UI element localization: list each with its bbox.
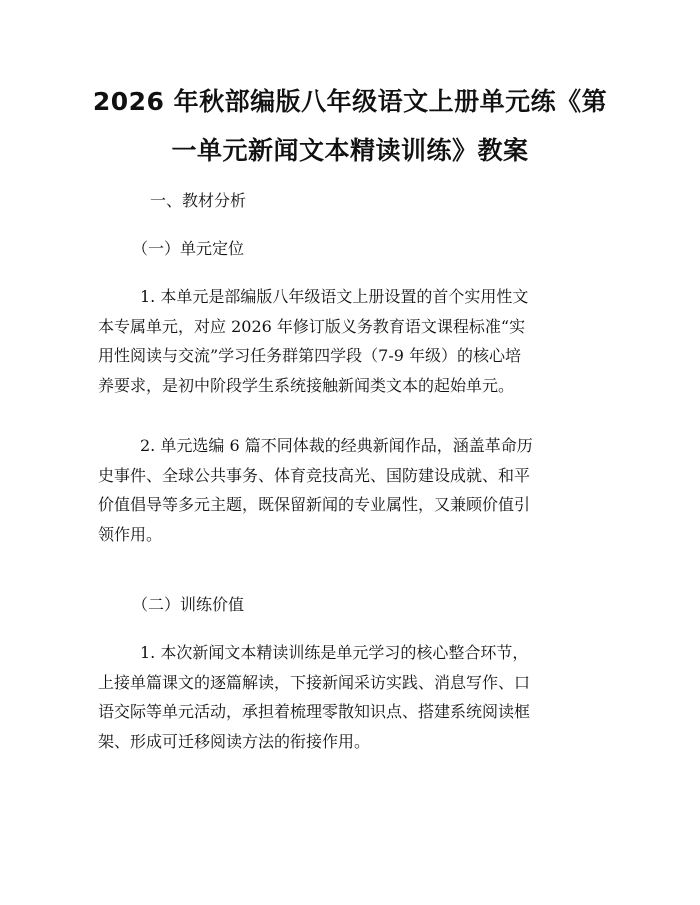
paragraph-line: 上接单篇课文的逐篇解读，下接新闻采访实践、消息写作、口 bbox=[98, 672, 531, 692]
paragraph-unit-positioning-2 bbox=[98, 431, 603, 549]
paragraph-line: 领作用。 bbox=[98, 524, 163, 544]
section-heading-textbook-analysis: 一、教材分析 bbox=[150, 191, 247, 210]
paragraph-line: 1. 本单元是部编版八年级语文上册设置的首个实用性文 bbox=[140, 287, 529, 306]
paragraph-line: 架、形成可迁移阅读方法的衔接作用。 bbox=[98, 731, 371, 751]
paragraph-line: 本专属单元，对应 2026 年修订版义务教育语文课程标准“实 bbox=[98, 316, 526, 336]
document-title-line-1: 2026 年秋部编版八年级语文上册单元练《第 bbox=[92, 87, 608, 116]
subsection-heading-unit-positioning: （一）单元定位 bbox=[132, 239, 245, 258]
paragraph-line: 养要求，是初中阶段学生系统接触新闻类文本的起始单元。 bbox=[98, 375, 515, 395]
paragraph-line: 2. 单元选编 6 篇不同体裁的经典新闻作品，涵盖革命历 bbox=[140, 436, 533, 455]
paragraph-line: 史事件、全球公共事务、体育竞技高光、国防建设成就、和平 bbox=[98, 465, 531, 485]
paragraph-line: 1. 本次新闻文本精读训练是单元学习的核心整合环节， bbox=[140, 643, 529, 662]
paragraph-training-value-1 bbox=[98, 638, 603, 756]
paragraph-line: 用性阅读与交流”学习任务群第四学段（7-9 年级）的核心培 bbox=[98, 346, 522, 365]
paragraph-line: 价值倡导等多元主题，既保留新闻的专业属性，又兼顾价值引 bbox=[98, 495, 531, 514]
paragraph-line: 语交际等单元活动，承担着梳理零散知识点、搭建系统阅读框 bbox=[98, 702, 531, 721]
paragraph-unit-positioning-1 bbox=[98, 282, 603, 400]
document-title-line-2: 一单元新闻文本精读训练》教案 bbox=[171, 136, 529, 165]
subsection-heading-training-value: （二）训练价值 bbox=[132, 595, 245, 614]
